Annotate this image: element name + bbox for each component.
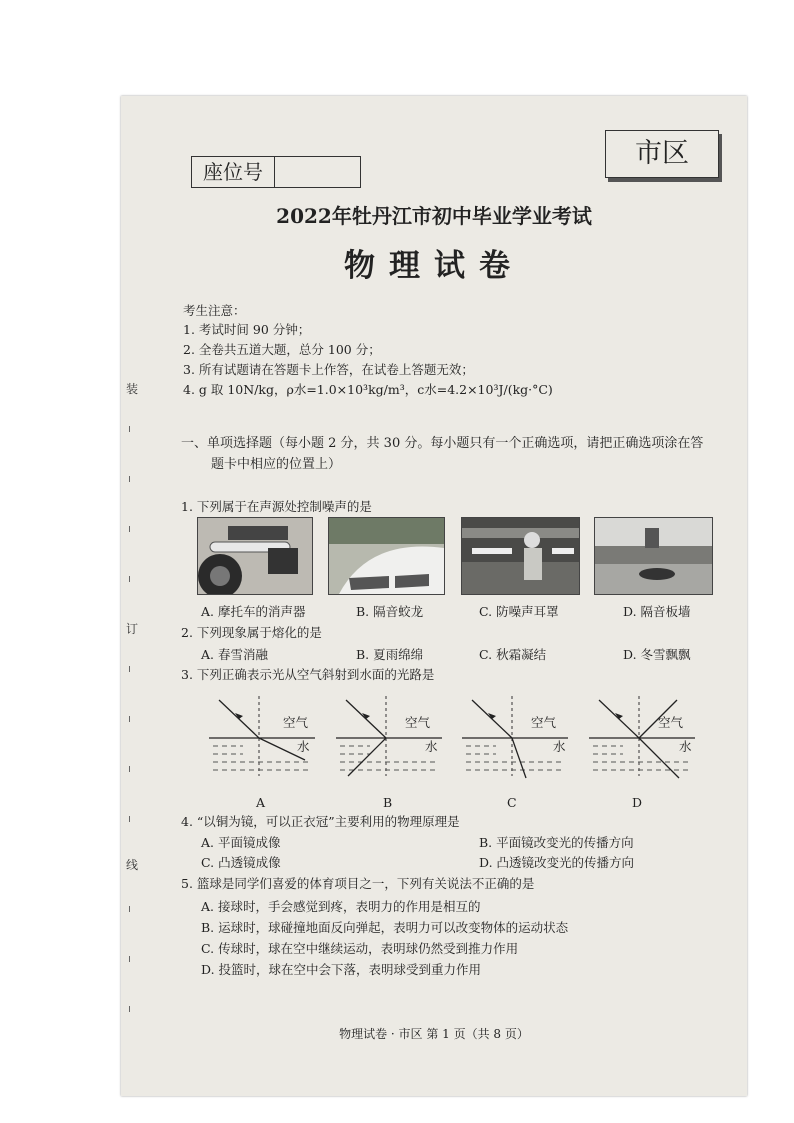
q4-stem: 4. “以铜为镜，可以正衣冠”主要利用的物理原理是: [181, 814, 460, 829]
q3-water-label: 水: [425, 739, 438, 754]
binding-dash: [129, 666, 130, 672]
binding-dash: [129, 716, 130, 722]
notice-item: 3. 所有试题请在答题卡上作答，在试卷上答题无效；: [183, 362, 474, 377]
binding-mark-ding: 订: [126, 622, 139, 636]
binding-mark-zhuang: 装: [126, 382, 139, 396]
q3-stem: 3. 下列正确表示光从空气斜射到水面的光路是: [181, 667, 435, 682]
q3-label-a: A: [256, 795, 266, 810]
q1-option-c: C. 防噪声耳罩: [479, 604, 559, 619]
q4-option-d: D. 凸透镜改变光的传播方向: [479, 855, 635, 870]
binding-dash: [129, 426, 130, 432]
notice-item: 2. 全卷共五道大题，总分 100 分；: [183, 342, 381, 357]
q3-water-label: 水: [553, 739, 566, 754]
q3-water-label: 水: [297, 739, 310, 754]
q1-photo-muffler: [197, 517, 313, 595]
binding-dash: [129, 956, 130, 962]
q3-water-label: 水: [679, 739, 692, 754]
q5-option-c: C. 传球时，球在空中继续运动，表明球仍然受到推力作用: [201, 941, 519, 956]
binding-dash: [129, 576, 130, 582]
binding-dash: [129, 476, 130, 482]
binding-dash: [129, 1006, 130, 1012]
q4-option-a: A. 平面镜成像: [201, 835, 281, 850]
exam-title: 2022年牡丹江市初中毕业学业考试: [276, 204, 592, 228]
q1-photo-sound-barrier-tunnel: [328, 517, 445, 595]
q1-option-d: D. 隔音板墙: [623, 604, 691, 619]
q2-option-c: C. 秋霜凝结: [479, 647, 547, 662]
q3-air-label: 空气: [405, 715, 431, 730]
seat-number-label: 座位号: [192, 157, 275, 187]
exam-paper: [121, 96, 747, 1096]
q4-option-c: C. 凸透镜成像: [201, 855, 281, 870]
q1-option-a: A. 摩托车的消声器: [201, 604, 306, 619]
paper-title: 物理试卷: [344, 248, 524, 284]
binding-mark-xian: 线: [126, 858, 139, 872]
binding-dash: [129, 766, 130, 772]
q1-photo-earmuffs-factory: [461, 517, 580, 595]
q2-stem: 2. 下列现象属于熔化的是: [181, 625, 322, 640]
notice-item: 1. 考试时间 90 分钟；: [183, 322, 311, 337]
binding-dash: [129, 906, 130, 912]
q1-stem: 1. 下列属于在声源处控制噪声的是: [181, 499, 372, 514]
region-badge: 市区: [605, 130, 719, 178]
binding-dash: [129, 816, 130, 822]
q5-option-d: D. 投篮时，球在空中会下落，表明球受到重力作用: [201, 962, 482, 977]
notice-item: 4. g 取 10N/kg，ρ水=1.0×10³kg/m³，c水=4.2×10³J/(kg·°C): [183, 382, 553, 397]
notice-heading: 考生注意：: [183, 303, 246, 318]
q4-option-b: B. 平面镜改变光的传播方向: [479, 835, 634, 850]
q5-option-b: B. 运球时，球碰撞地面反向弹起，表明力可以改变物体的运动状态: [201, 920, 569, 935]
q3-label-c: C: [507, 795, 517, 810]
q5-stem: 5. 篮球是同学们喜爱的体育项目之一，下列有关说法不正确的是: [181, 876, 535, 891]
q3-label-b: B: [383, 795, 393, 810]
q1-option-b: B. 隔音蛟龙: [356, 604, 424, 619]
q2-option-a: A. 春雪消融: [201, 647, 268, 662]
q3-air-label: 空气: [283, 715, 309, 730]
q2-option-d: D. 冬雪飘飘: [623, 647, 691, 662]
section1-instruction: 一、单项选择题（每小题 2 分，共 30 分。每小题只有一个正确选项，请把正确选项涂在答: [181, 436, 704, 451]
page-footer: 物理试卷 · 市区 第 1 页（共 8 页）: [339, 1027, 529, 1041]
q3-label-d: D: [632, 795, 643, 810]
q5-option-a: A. 接球时，手会感觉到疼，表明力的作用是相互的: [201, 899, 481, 914]
q1-photo-sound-barrier-wall: [594, 517, 713, 595]
q3-air-label: 空气: [658, 715, 684, 730]
q3-air-label: 空气: [531, 715, 557, 730]
binding-dash: [129, 526, 130, 532]
seat-number-box: [191, 156, 361, 188]
q2-option-b: B. 夏雨绵绵: [356, 647, 424, 662]
section1-instruction-cont: 题卡中相应的位置上）: [211, 457, 342, 472]
